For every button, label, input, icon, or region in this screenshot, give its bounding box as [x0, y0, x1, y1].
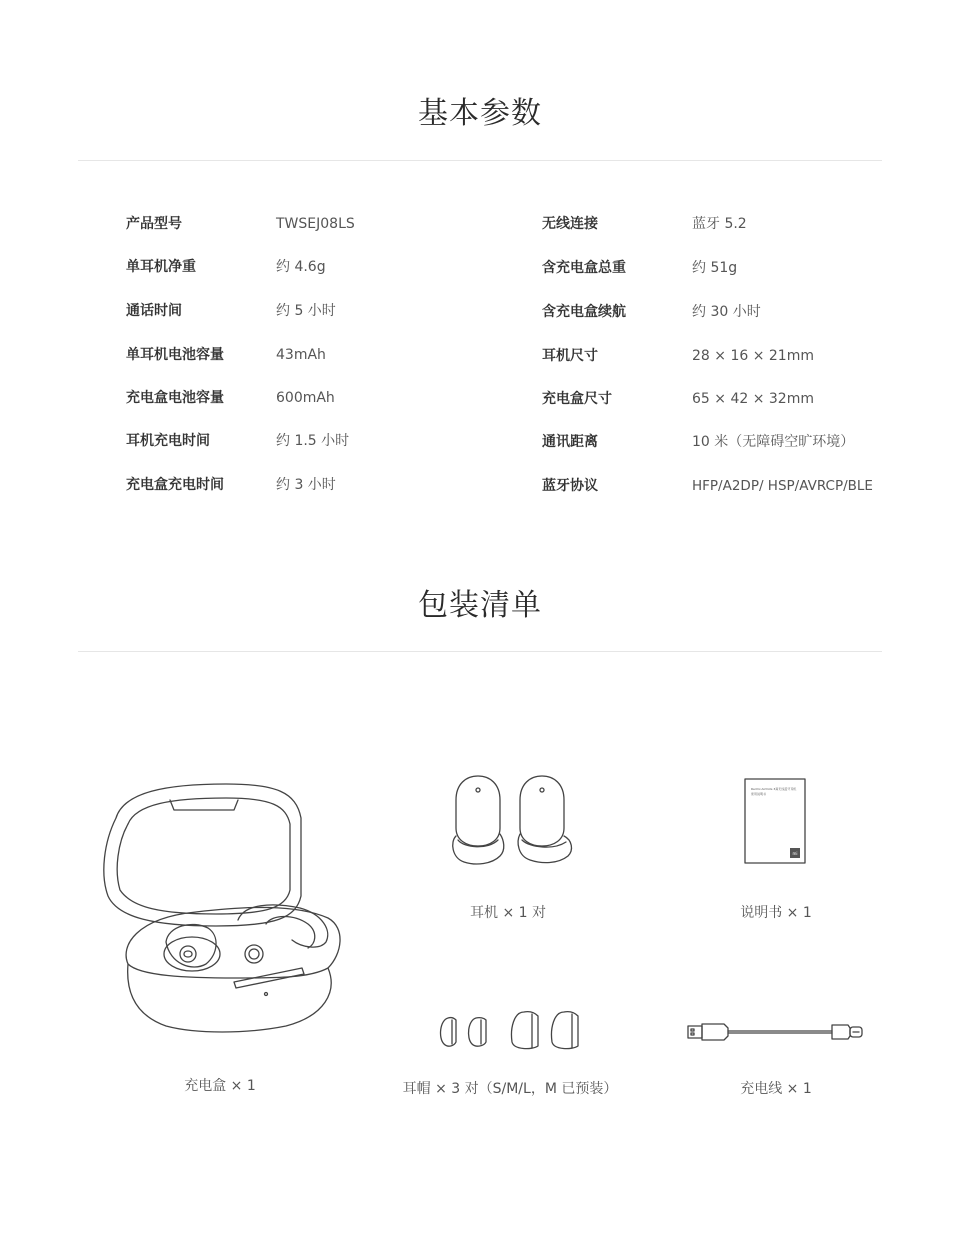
eartips-caption: 耳帽 × 3 对（S/M/L，M 已预装）: [402, 1081, 618, 1097]
spec-value: 600mAh: [276, 390, 335, 406]
spec-label: 单耳机电池容量: [126, 347, 224, 363]
mi-logo-icon: mi: [792, 851, 798, 856]
ear-tips-icon: [434, 1008, 584, 1054]
package-divider: [78, 651, 882, 652]
spec-label: 单耳机净重: [126, 259, 196, 275]
spec-value: 43mAh: [276, 347, 326, 363]
spec-value: 约 1.5 小时: [276, 433, 350, 449]
spec-value: 约 4.6g: [276, 259, 326, 275]
spec-label: 通讯距离: [542, 434, 598, 450]
spec-label: 充电盒电池容量: [126, 390, 224, 406]
spec-value: 65 × 42 × 32mm: [692, 391, 814, 407]
spec-value: 约 5 小时: [276, 303, 336, 319]
spec-label: 通话时间: [126, 303, 182, 319]
manual-cover-subtitle: 使用说明书: [751, 792, 767, 796]
manual-cover-title: Redmi AirDots 3真无线蓝牙耳机: [751, 787, 797, 791]
spec-value: 约 51g: [692, 260, 738, 276]
specs-divider: [78, 160, 882, 161]
spec-label: 蓝牙协议: [542, 478, 598, 494]
spec-value: 约 3 小时: [276, 477, 336, 493]
spec-value: HFP/A2DP/ HSP/AVRCP/BLE: [692, 478, 873, 494]
spec-label: 含充电盒续航: [542, 304, 626, 320]
spec-label: 无线连接: [542, 216, 598, 232]
spec-label: 耳机充电时间: [126, 433, 210, 449]
spec-label: 充电盒充电时间: [126, 477, 224, 493]
manual-icon: [742, 776, 808, 866]
spec-value: 约 30 小时: [692, 304, 761, 320]
spec-label: 产品型号: [126, 216, 182, 232]
manual-caption: 说明书 × 1: [740, 905, 812, 921]
spec-label: 耳机尺寸: [542, 348, 598, 364]
spec-value: TWSEJ08LS: [276, 216, 355, 232]
case-caption: 充电盒 × 1: [184, 1078, 256, 1094]
usb-cable-icon: [684, 1018, 868, 1046]
earbuds-icon: [444, 770, 576, 870]
cable-caption: 充电线 × 1: [740, 1081, 812, 1097]
earbuds-caption: 耳机 × 1 对: [470, 905, 546, 921]
spec-label: 含充电盒总重: [542, 260, 626, 276]
spec-value: 10 米（无障碍空旷环境）: [692, 434, 855, 450]
package-title: 包装清单: [418, 588, 542, 623]
charging-case-icon: [96, 778, 346, 1038]
spec-label: 充电盒尺寸: [542, 391, 612, 407]
spec-value: 28 × 16 × 21mm: [692, 348, 814, 364]
spec-value: 蓝牙 5.2: [692, 216, 747, 232]
specs-title: 基本参数: [418, 96, 542, 131]
